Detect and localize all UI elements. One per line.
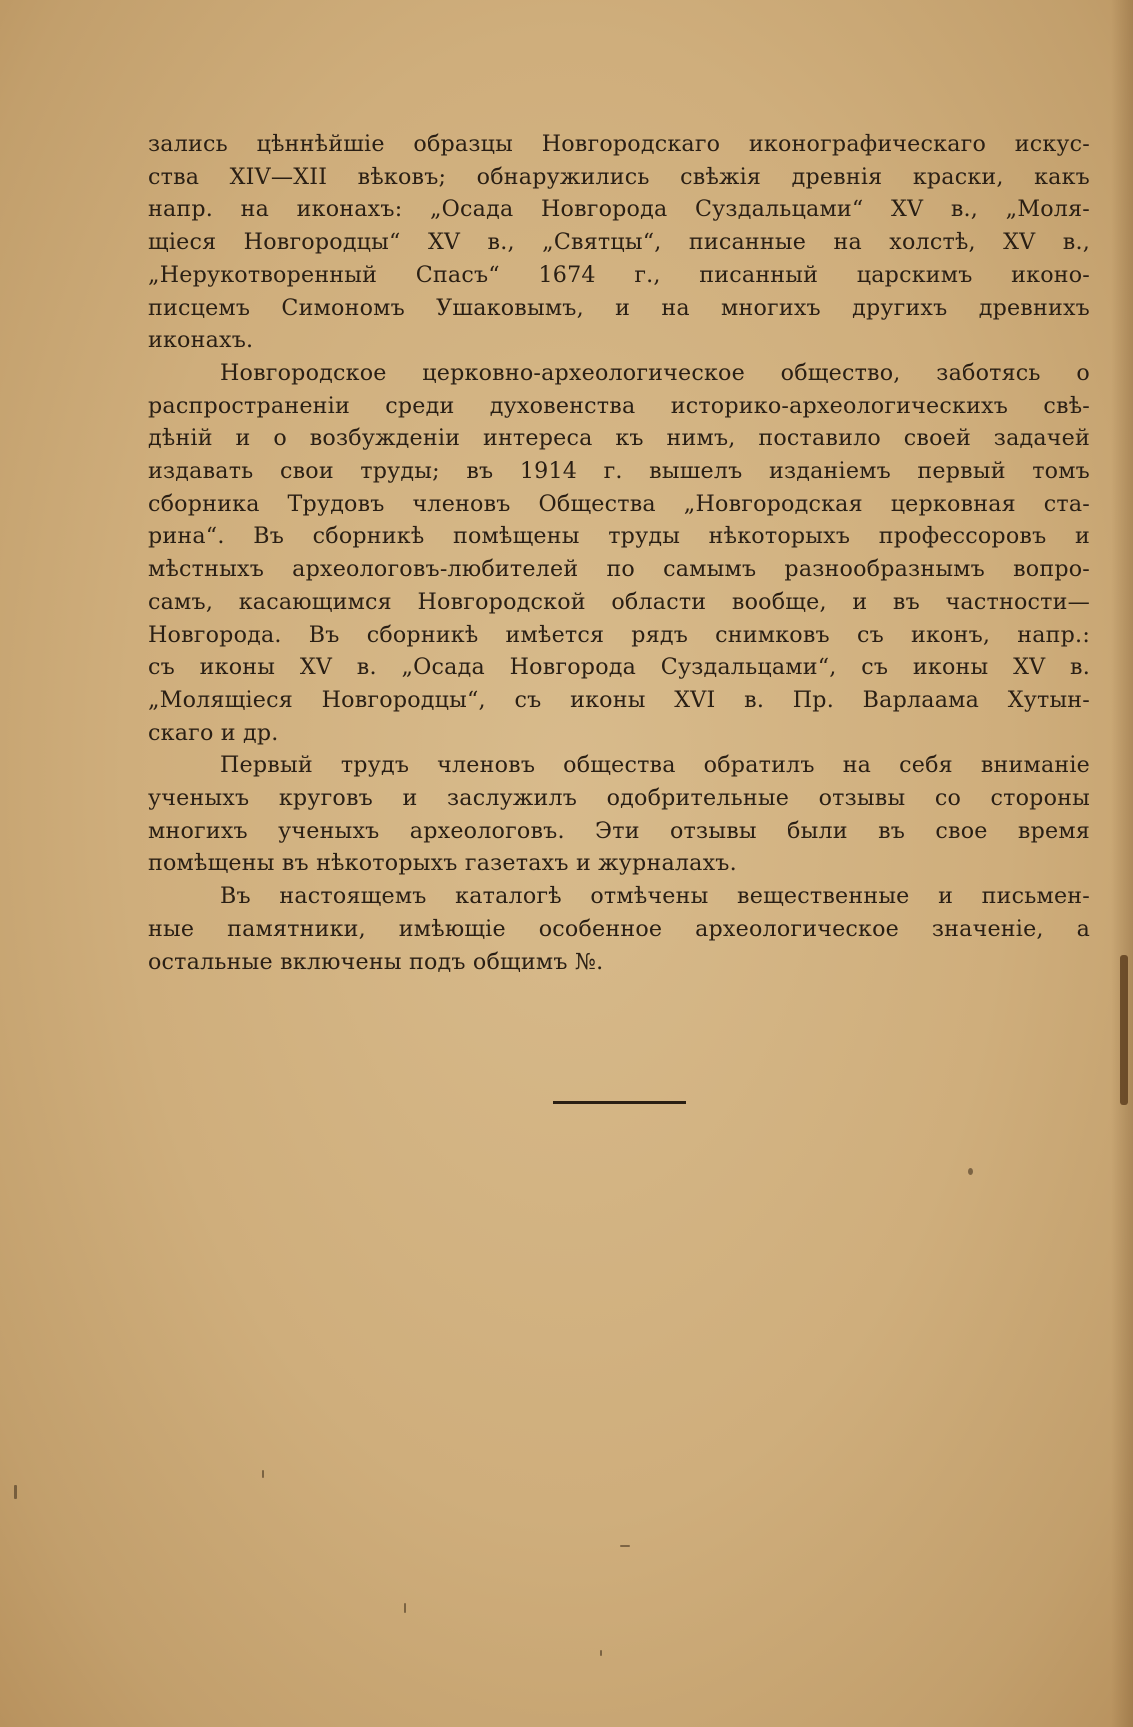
text-line: Новгородское церковно-археологическое общество, заботясь о xyxy=(220,359,1090,386)
ink-speck xyxy=(262,1470,264,1478)
page-edge-shadow xyxy=(1111,0,1133,1727)
text-line: Новгорода. Въ сборникѣ имѣется рядъ снимковъ съ иконъ, напр.: xyxy=(148,621,1090,648)
text-line: зались цѣннѣйшіе образцы Новгородскаго иконографическаго искус- xyxy=(148,131,1090,157)
paragraph-2 xyxy=(148,357,1090,749)
paragraph-4 xyxy=(148,880,1090,978)
text-line: остальные включены подъ общимъ №. xyxy=(148,948,604,975)
text-line: писцемъ Симономъ Ушаковымъ, и на многихъ другихъ древнихъ xyxy=(148,294,1090,321)
text-line: щіеся Новгородцы“ XV в., „Святцы“, писанные на холстѣ, XV в., xyxy=(148,229,1090,256)
text-line: издавать свои труды; въ 1914 г. вышелъ изданіемъ первый томъ xyxy=(148,458,1090,485)
paragraph-1 xyxy=(148,128,1090,357)
ink-speck xyxy=(600,1650,602,1656)
text-line: „Молящіеся Новгородцы“, съ иконы XVI в. Пр. Варлаама Хутын- xyxy=(148,686,1090,713)
text-line: ученыхъ круговъ и заслужилъ одобрительные отзывы со стороны xyxy=(148,785,1090,812)
text-line: иконахъ. xyxy=(148,327,254,354)
text-line: ства XIV—XII вѣковъ; обнаружились свѣжія древнія краски, какъ xyxy=(148,163,1090,190)
text-line: помѣщены въ нѣкоторыхъ газетахъ и журналахъ. xyxy=(148,850,737,877)
text-line: „Нерукотворенный Спасъ“ 1674 г., писанный царскимъ иконо- xyxy=(148,261,1090,288)
ink-speck xyxy=(14,1485,17,1499)
text-line: рина“. Въ сборникѣ помѣщены труды нѣкоторыхъ профессоровъ и xyxy=(148,523,1090,550)
ink-speck xyxy=(620,1545,630,1547)
ink-speck xyxy=(404,1603,406,1613)
text-line: распространеніи среди духовенства историко-археологическихъ свѣ- xyxy=(148,392,1090,419)
ink-speck xyxy=(968,1168,973,1175)
text-line: многихъ ученыхъ археологовъ. Эти отзывы были въ свое время xyxy=(148,817,1090,844)
text-line: мѣстныхъ археологовъ-любителей по самымъ разнообразнымъ вопро- xyxy=(148,556,1090,583)
body-text xyxy=(148,128,1090,978)
text-line: ные памятники, имѣющіе особенное археологическое значеніе, а xyxy=(148,915,1090,942)
text-line: Первый трудъ членовъ общества обратилъ на себя вниманіе xyxy=(220,752,1090,779)
paragraph-3 xyxy=(148,749,1090,880)
text-line: съ иконы XV в. „Осада Новгорода Суздальцами“, съ иконы XV в. xyxy=(148,654,1090,681)
text-line: сборника Трудовъ членовъ Общества „Новгородская церковная ста- xyxy=(148,490,1090,517)
text-line: самъ, касающимся Новгородской области вообще, и въ частности— xyxy=(148,588,1090,615)
edge-stain xyxy=(1120,955,1128,1105)
text-line: скаго и др. xyxy=(148,719,279,746)
text-line: Въ настоящемъ каталогѣ отмѣчены вещественные и письмен- xyxy=(220,883,1090,910)
text-line: дѣній и о возбужденіи интереса къ нимъ, поставило своей задачей xyxy=(148,425,1090,452)
section-divider xyxy=(553,1101,686,1104)
text-line: напр. на иконахъ: „Осада Новгорода Суздальцами“ XV в., „Моля- xyxy=(148,196,1090,223)
